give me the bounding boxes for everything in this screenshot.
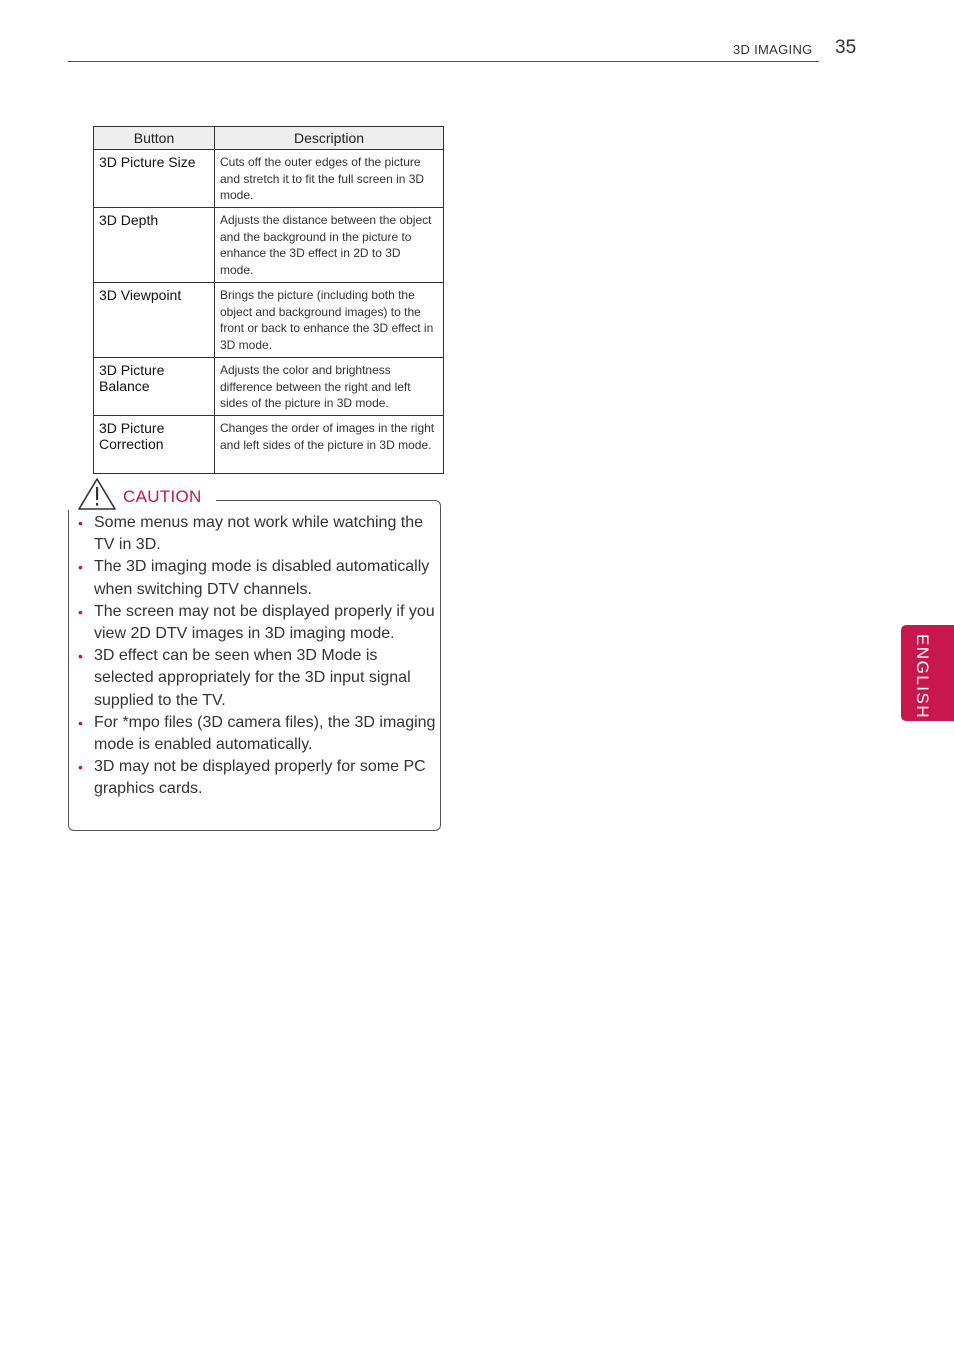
list-item-text: For *mpo files (3D camera files), the 3D imaging mode is enabled automatically. [94, 713, 436, 754]
list-item-text: 3D may not be displayed properly for some PC graphics cards. [94, 758, 426, 798]
table-header-row [94, 127, 444, 150]
button-name-cell: 3D Picture Correction [94, 416, 215, 474]
list-item-text: The screen may not be displayed properly if you view 2D DTV images in 3D imaging mode. [94, 602, 435, 643]
description-cell: Adjusts the color and brightness difference between the right and left sides of the picture in 3D mode. [215, 358, 444, 416]
bullet-icon: • [78, 714, 83, 731]
button-name-cell: 3D Picture Size [94, 150, 215, 208]
section-title: 3D IMAGING [733, 42, 813, 57]
button-name-cell: 3D Depth [94, 208, 215, 283]
description-cell: Brings the picture (including both the object and background images) to the front or back to enhance the 3D effect in 3D mode. [215, 283, 444, 358]
caution-list [76, 512, 438, 801]
list-item [76, 645, 438, 712]
description-cell: Changes the order of images in the right and left sides of the picture in 3D mode. [215, 416, 444, 474]
table-row [94, 283, 444, 358]
list-item-text: 3D effect can be seen when 3D Mode is selected appropriately for the 3D input signal supplied to the TV. [94, 647, 411, 709]
button-name-cell: 3D Picture Balance [94, 358, 215, 416]
header-divider [68, 61, 819, 62]
language-tab-label: ENGLISH [913, 634, 932, 720]
column-header-button: Button [94, 127, 215, 150]
list-item [76, 556, 438, 600]
bullet-icon: • [78, 759, 83, 776]
table-row [94, 208, 444, 283]
button-description-table [93, 126, 444, 474]
table-row [94, 150, 444, 208]
description-cell: Cuts off the outer edges of the picture and stretch it to fit the full screen in 3D mode. [215, 150, 444, 208]
list-item [76, 601, 438, 645]
bullet-icon: • [78, 559, 83, 576]
list-item [76, 756, 438, 800]
table-row [94, 416, 444, 474]
list-item [76, 512, 438, 556]
caution-title: CAUTION [123, 487, 202, 506]
column-header-description: Description [215, 127, 444, 150]
description-cell: Adjusts the distance between the object and the background in the picture to enhance the 3D effect in 2D to 3D mode. [215, 208, 444, 283]
list-item-text: Some menus may not work while watching the TV in 3D. [94, 514, 424, 554]
list-item [76, 712, 438, 756]
bullet-icon: • [78, 648, 83, 665]
table-row [94, 358, 444, 416]
list-item-text: The 3D imaging mode is disabled automatically when switching DTV channels. [94, 558, 430, 598]
bullet-icon: • [78, 603, 83, 620]
page-number: 35 [835, 37, 857, 58]
warning-triangle-icon [78, 477, 118, 511]
button-name-cell: 3D Viewpoint [94, 283, 215, 358]
bullet-icon: • [78, 515, 83, 531]
